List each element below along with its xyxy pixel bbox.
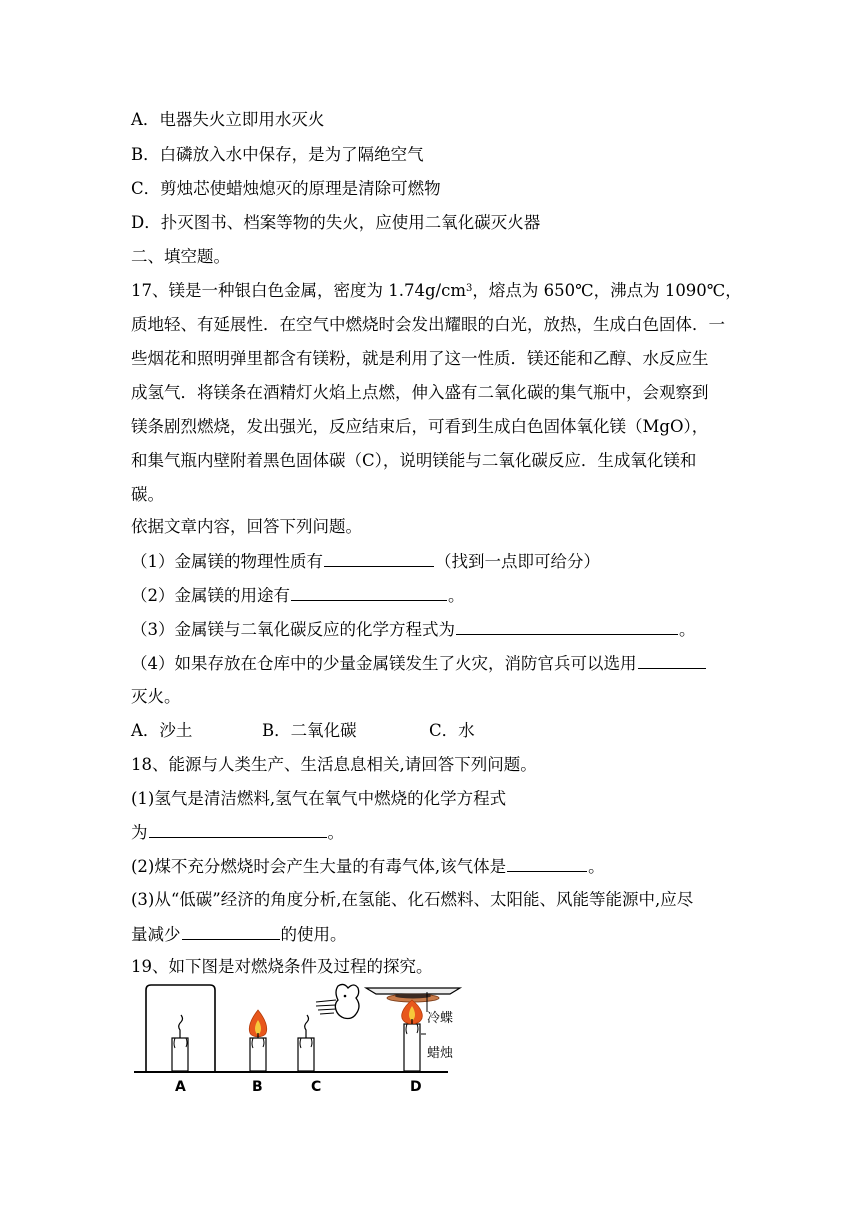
smoke-c xyxy=(305,1015,309,1038)
label-a: A xyxy=(175,1079,186,1095)
label-candle: 蜡烛 xyxy=(427,1046,454,1061)
punctuation: 。 xyxy=(588,857,605,876)
answer-blank[interactable] xyxy=(638,651,706,669)
option-c-line: C．剪烛芯使蜡烛熄灭的原理是清除可燃物 xyxy=(131,179,441,198)
q18-sub-3: (3)从“低碳”经济的角度分析,在氢能、化石燃料、太阳能、风能等能源中,应尽 xyxy=(131,890,694,909)
q17-line-1 xyxy=(131,279,742,303)
section-heading: 二、填空题。 xyxy=(131,247,230,266)
q17-line-6: 和集气瓶内壁附着黑色固体碳（C），说明镁能与二氧化碳反应．生成氧化镁和 xyxy=(131,451,697,470)
q17-line-3: 些烟花和照明弹里都含有镁粉，就是利用了这一性质．镁还能和乙醇、水反应生 xyxy=(131,349,709,368)
option-a-line: A．电器失火立即用水灭火 xyxy=(131,110,325,129)
option-d-line: D．扑灭图书、档案等物的失火，应使用二氧化碳灭火器 xyxy=(131,213,541,232)
face xyxy=(335,984,359,1018)
q17-options xyxy=(131,719,475,743)
q17-line-5: 镁条剧烈燃烧，发出强光，反应结束后，可看到生成白色固体氧化镁（MgO）， xyxy=(131,417,709,436)
answer-blank[interactable] xyxy=(149,820,327,838)
combustion-figure xyxy=(130,982,470,1100)
q18-stem: 18、能源与人类生产、生活息息相关,请回答下列问题。 xyxy=(131,755,537,774)
label-b: B xyxy=(252,1079,263,1095)
q17-sub-4-cont: 灭火。 xyxy=(131,687,181,706)
q17-sub-2 xyxy=(131,583,465,608)
setup-b xyxy=(249,1010,266,1071)
q17-sub-4-text: （4）如果存放在仓库中的少量金属镁发生了火灾，消防官兵可以选用 xyxy=(131,654,637,673)
q18-sub-1: (1)氢气是清洁燃料,氢气在氧气中燃烧的化学方程式 xyxy=(131,789,507,808)
label-d: D xyxy=(410,1079,422,1095)
q18-sub-2-text: (2)煤不充分燃烧时会产生大量的有毒气体,该气体是 xyxy=(131,857,507,876)
q17-instruction: 依据文章内容，回答下列问题。 xyxy=(131,517,362,536)
setup-c xyxy=(298,984,359,1071)
answer-blank[interactable] xyxy=(456,617,678,635)
q17-sub-1-text: （1）金属镁的物理性质有 xyxy=(131,552,323,571)
q17-text: ，熔点为 650℃，沸点为 1090℃， xyxy=(472,281,742,300)
superscript: 3 xyxy=(466,283,473,294)
q19-stem: 19、如下图是对燃烧条件及过程的探究。 xyxy=(131,957,433,976)
q17-line-4: 成氢气．将镁条在酒精灯火焰上点燃，伸入盛有二氧化碳的集气瓶中，会观察到 xyxy=(131,383,709,402)
answer-blank[interactable] xyxy=(182,922,280,940)
punctuation: 。 xyxy=(327,823,344,842)
setup-d xyxy=(366,988,460,1071)
q18-sub-3-cont xyxy=(131,922,347,947)
q17-text: 17、镁是一种银白色金属，密度为 1.74g/cm xyxy=(131,281,466,300)
q17-sub-2-text: （2）金属镁的用途有 xyxy=(131,586,290,605)
choice-b: B．二氧化碳 xyxy=(262,721,357,740)
punctuation: 。 xyxy=(448,586,465,605)
q17-line-2: 质地轻、有延展性．在空气中燃烧时会发出耀眼的白光，放热，生成白色固体．一 xyxy=(131,315,725,334)
choice-a: A．沙土 xyxy=(131,721,193,740)
q18-sub-1-cont xyxy=(131,820,344,845)
q17-line-7: 碳。 xyxy=(131,485,164,504)
q17-sub-1-note: （找到一点即可给分） xyxy=(435,552,600,571)
label-cold-plate: 冷蝶 xyxy=(427,1011,454,1026)
punctuation: 。 xyxy=(679,620,696,639)
q18-sub-3-text: 量减少 xyxy=(131,925,181,944)
setup-a xyxy=(146,985,215,1072)
q18-sub-1-text: 为 xyxy=(131,823,148,842)
answer-blank[interactable] xyxy=(507,854,587,872)
q18-sub-3-tail: 的使用。 xyxy=(280,925,347,944)
q18-sub-2 xyxy=(131,854,605,879)
cold-plate xyxy=(366,988,460,994)
option-b-line: B．白磷放入水中保存，是为了隔绝空气 xyxy=(131,145,424,164)
answer-blank[interactable] xyxy=(291,583,447,601)
q17-sub-3 xyxy=(131,617,696,642)
q17-sub-1 xyxy=(131,549,600,574)
smoke-a xyxy=(179,1015,183,1038)
q17-sub-4 xyxy=(131,651,707,676)
choice-c: C．水 xyxy=(429,721,475,740)
answer-blank[interactable] xyxy=(324,549,434,567)
q17-sub-3-text: （3）金属镁与二氧化碳反应的化学方程式为 xyxy=(131,620,455,639)
label-c: C xyxy=(311,1079,322,1095)
